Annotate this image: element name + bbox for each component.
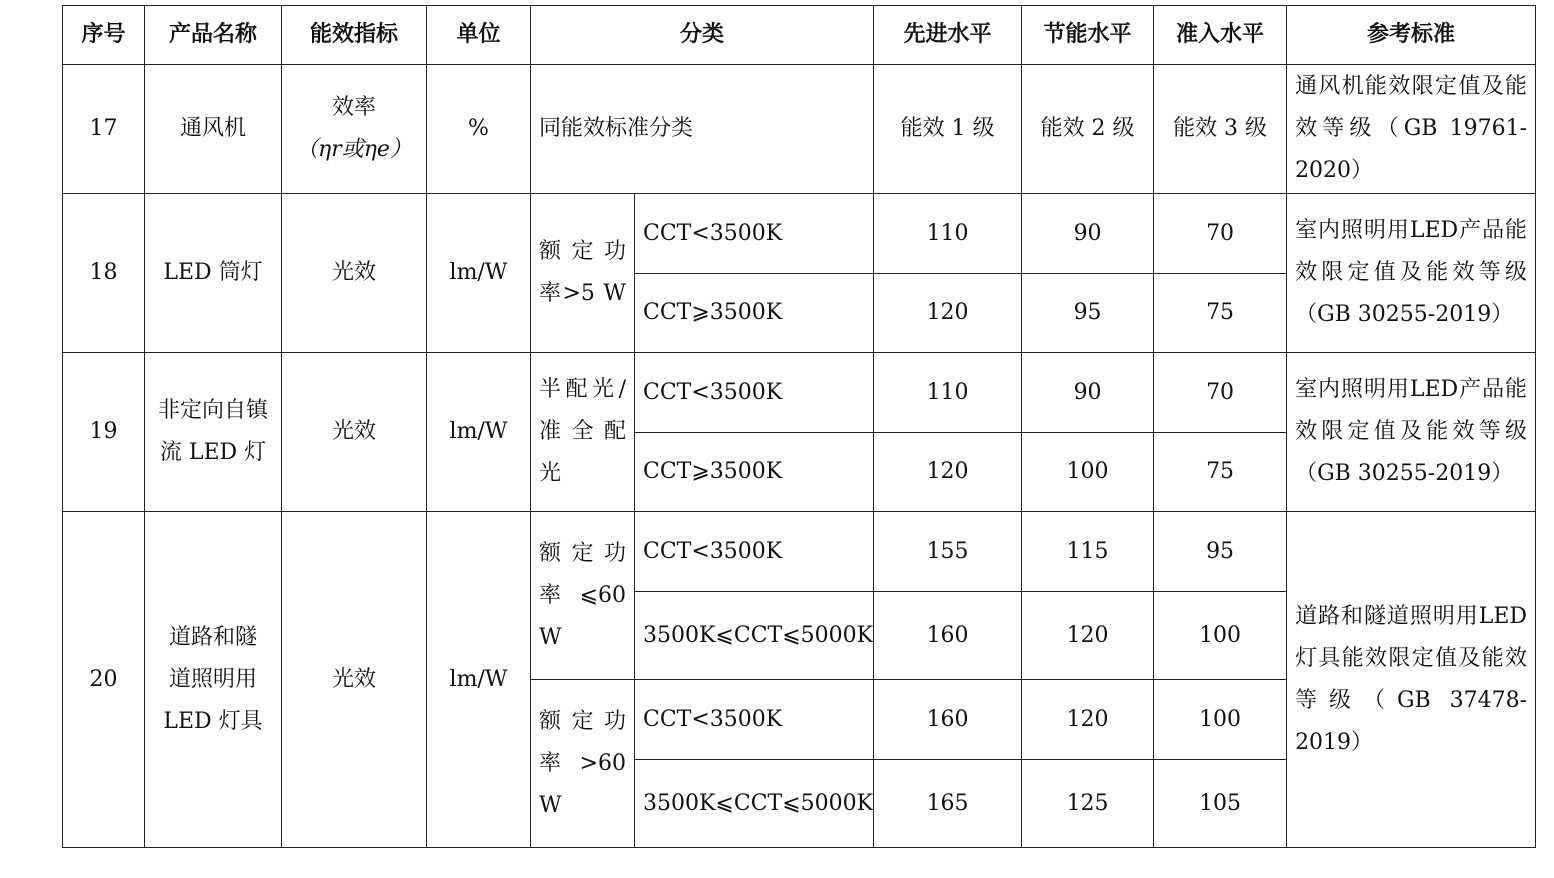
header-unit: 单位 (427, 6, 531, 65)
entry-level: 70 (1154, 194, 1287, 274)
saving-level: 125 (1022, 760, 1154, 848)
entry-level: 70 (1154, 353, 1287, 433)
cct-range: CCT<3500K (635, 353, 874, 433)
category: 同能效标准分类 (531, 65, 874, 194)
reference-standard: 通风机能效限定值及能效等级（GB 19761-2020） (1287, 65, 1536, 194)
saving-level: 115 (1022, 512, 1154, 592)
entry-level: 100 (1154, 592, 1287, 680)
cct-range: CCT<3500K (635, 194, 874, 274)
classification-group: 额定功率>60 W (531, 680, 635, 848)
table-row (63, 65, 1536, 194)
row-no: 19 (63, 353, 145, 512)
cct-range: 3500K⩽CCT⩽5000K (635, 592, 874, 680)
saving-level: 95 (1022, 274, 1154, 353)
reference-standard: 室内照明用LED产品能效限定值及能效等级（GB 30255-2019） (1287, 353, 1536, 512)
advanced-level: 110 (874, 194, 1022, 274)
advanced-level: 120 (874, 274, 1022, 353)
saving-level: 120 (1022, 680, 1154, 760)
header-row (63, 6, 1536, 65)
advanced-level: 160 (874, 680, 1022, 760)
saving-level: 90 (1022, 353, 1154, 433)
entry-level: 能效 3 级 (1154, 65, 1287, 194)
indicator: 光效 (282, 512, 427, 848)
energy-efficiency-table (62, 5, 1536, 848)
entry-level: 75 (1154, 433, 1287, 512)
entry-level: 75 (1154, 274, 1287, 353)
product-name: LED 筒灯 (145, 194, 282, 353)
indicator-main: 效率 (331, 95, 376, 120)
row-no: 18 (63, 194, 145, 353)
header-indicator: 能效指标 (282, 6, 427, 65)
product-name: 道路和隧道照明用LED 灯具 (145, 512, 282, 848)
header-no: 序号 (63, 6, 145, 65)
saving-level: 能效 2 级 (1022, 65, 1154, 194)
cct-range: CCT<3500K (635, 680, 874, 760)
unit: lm/W (427, 353, 531, 512)
saving-level: 90 (1022, 194, 1154, 274)
cct-range: CCT⩾3500K (635, 274, 874, 353)
indicator: 光效 (282, 194, 427, 353)
unit: lm/W (427, 512, 531, 848)
table-row (63, 194, 1536, 274)
cct-range: 3500K⩽CCT⩽5000K (635, 760, 874, 848)
advanced-level: 120 (874, 433, 1022, 512)
entry-level: 100 (1154, 680, 1287, 760)
table-row (63, 512, 1536, 592)
product-name: 非定向自镇流 LED 灯 (145, 353, 282, 512)
advanced-level: 能效 1 级 (874, 65, 1022, 194)
classification-group: 额定功率>5 W (531, 194, 635, 353)
entry-level: 95 (1154, 512, 1287, 592)
saving-level: 120 (1022, 592, 1154, 680)
unit: % (427, 65, 531, 194)
header-category: 分类 (531, 6, 874, 65)
entry-level: 105 (1154, 760, 1287, 848)
reference-standard: 道路和隧道照明用LED灯具能效限定值及能效等级（GB 37478-2019） (1287, 512, 1536, 848)
table-row (63, 353, 1536, 433)
indicator (282, 65, 427, 194)
cct-range: CCT⩾3500K (635, 433, 874, 512)
advanced-level: 165 (874, 760, 1022, 848)
advanced-level: 160 (874, 592, 1022, 680)
indicator: 光效 (282, 353, 427, 512)
product-name: 通风机 (145, 65, 282, 194)
header-product: 产品名称 (145, 6, 282, 65)
cct-range: CCT<3500K (635, 512, 874, 592)
unit: lm/W (427, 194, 531, 353)
header-standard: 参考标准 (1287, 6, 1536, 65)
row-no: 20 (63, 512, 145, 848)
advanced-level: 155 (874, 512, 1022, 592)
row-no: 17 (63, 65, 145, 194)
classification-group: 半配光/准全配光 (531, 353, 635, 512)
reference-standard: 室内照明用LED产品能效限定值及能效等级（GB 30255-2019） (1287, 194, 1536, 353)
header-advanced: 先进水平 (874, 6, 1022, 65)
header-saving: 节能水平 (1022, 6, 1154, 65)
classification-group: 额定功率⩽60 W (531, 512, 635, 680)
advanced-level: 110 (874, 353, 1022, 433)
header-entry: 准入水平 (1154, 6, 1287, 65)
indicator-formula: （ηr或ηe） (296, 137, 412, 162)
saving-level: 100 (1022, 433, 1154, 512)
